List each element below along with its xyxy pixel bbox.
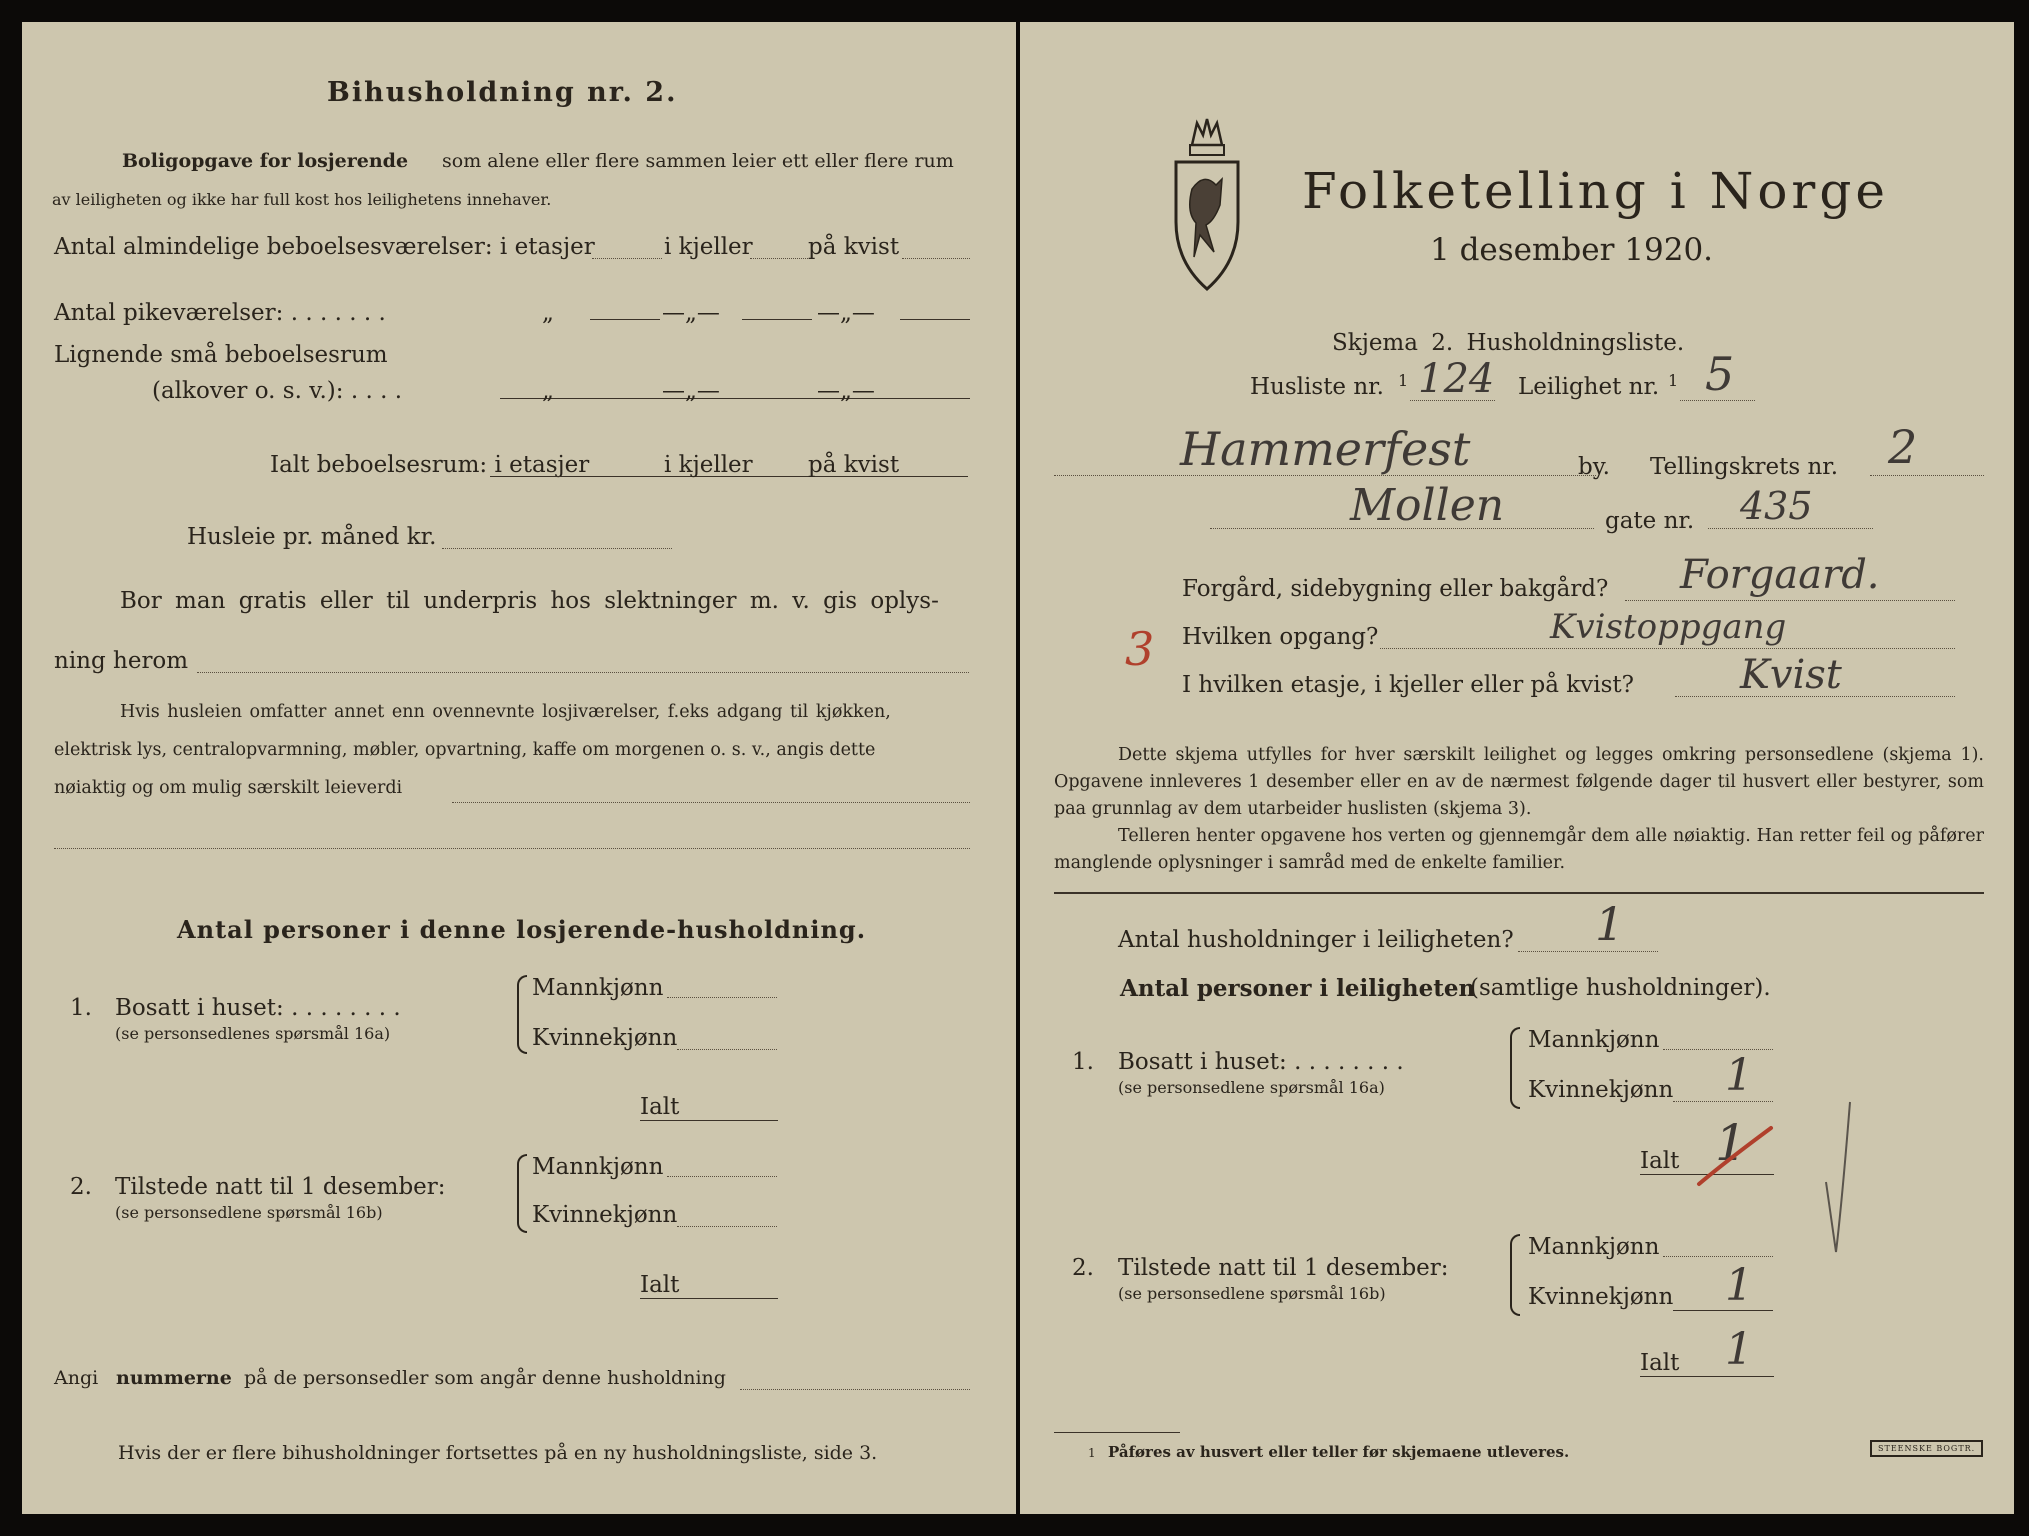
r-q1-sub: (se personsedlene spørsmål 16a) (1118, 1078, 1385, 1097)
pike-ditto-3: —„— (817, 300, 875, 326)
rooms-etasjer-field[interactable] (592, 258, 662, 259)
husliste-value: 124 (1418, 356, 1495, 402)
q1-brace (517, 975, 527, 1054)
coat-of-arms-icon (1170, 117, 1244, 292)
rooms-kvist-field[interactable] (902, 258, 970, 259)
q2-mann: Mannkjønn (532, 1154, 664, 1180)
lignende-ditto-3: —„— (817, 378, 875, 404)
q1-mann: Mannkjønn (532, 975, 664, 1001)
gate-label: gate nr. (1605, 508, 1695, 534)
census-date: 1 desember 1920. (1430, 232, 1714, 268)
angi-field[interactable] (740, 1389, 970, 1390)
r-q2-sub: (se personsedlene spørsmål 16b) (1118, 1284, 1386, 1303)
r-q2-kvinne: Kvinnekjønn (1528, 1284, 1674, 1310)
lignende-underline (500, 398, 970, 399)
antal-heading-bold: Antal personer i leiligheten (1120, 975, 1476, 1002)
pike-ditto-1: „ (542, 300, 554, 326)
gratis-text-1: Bor man gratis eller til underpris hos slektninger m. v. gis oplys- (120, 588, 939, 614)
pike-field-2[interactable] (742, 319, 812, 320)
r-q2-ialt-value: 1 (1725, 1324, 1753, 1375)
r-q2-brace (1510, 1234, 1520, 1316)
instructions-2: Telleren henter opgavene hos verten og gjennemgår dem alle nøiaktig. Han retter feil og påfører manglende oplysninger i samråd med de enkelte familier. (1054, 826, 1984, 873)
r-q1-label: Bosatt i huset: . . . . . . . . (1118, 1049, 1404, 1075)
q2-ialt: Ialt (640, 1272, 680, 1298)
ialt-rooms-kjeller: i kjeller (664, 452, 753, 478)
r-q2-mann-field[interactable] (1663, 1256, 1773, 1257)
r-q1-kvinne-field[interactable] (1673, 1101, 1773, 1102)
q1-ialt: Ialt (640, 1094, 680, 1120)
rooms-kvist: på kvist (808, 234, 900, 260)
husholdninger-field[interactable] (1518, 951, 1658, 952)
krets-label: Tellingskrets nr. (1650, 454, 1839, 480)
leieverdi-field-2[interactable] (54, 848, 970, 849)
gate-nr-field[interactable] (1708, 528, 1873, 529)
forgard-field[interactable] (1625, 600, 1955, 601)
q1-ialt-field[interactable] (640, 1120, 778, 1121)
hvis-text-2: elektrisk lys, centralopvarmning, møbler, opvartning, kaffe om morgenen o. s. v., angis dette (54, 740, 876, 760)
r-q1-kvinne: Kvinnekjønn (1528, 1077, 1674, 1103)
hvis-text-3: nøiaktig og om mulig særskilt leieverdi (54, 778, 403, 798)
intro-bold: Boligopgave for losjerende (122, 150, 409, 172)
husholdninger-label: Antal husholdninger i leiligheten? (1118, 927, 1514, 953)
q2-kvinne: Kvinnekjønn (532, 1202, 678, 1228)
by-label: by. (1578, 454, 1610, 480)
r-q2-mann: Mannkjønn (1528, 1234, 1660, 1260)
r-q2-ialt-field[interactable] (1640, 1376, 1774, 1377)
q1-label: Bosatt i huset: . . . . . . . . (115, 995, 401, 1021)
rooms-kjeller-field[interactable] (750, 258, 814, 259)
r-q1-ialt: Ialt (1640, 1148, 1680, 1174)
leieverdi-field[interactable] (452, 802, 970, 803)
red-tick-icon (1695, 1122, 1775, 1202)
opgang-field[interactable] (1380, 648, 1955, 649)
angi-text-1: Angi (54, 1367, 99, 1389)
by-value: Hammerfest (1180, 422, 1471, 476)
etasje-value: Kvist (1740, 652, 1842, 698)
etasje-label: I hvilken etasje, i kjeller eller på kvist? (1182, 672, 1634, 698)
krets-value: 2 (1888, 420, 1918, 474)
rooms-label: Antal almindelige beboelsesværelser: i etasjer (54, 234, 595, 260)
husleie-field[interactable] (442, 548, 672, 549)
r-q2-ialt: Ialt (1640, 1350, 1680, 1376)
antal-heading-rest: (samtlige husholdninger). (1470, 975, 1771, 1001)
lignende-label-1: Lignende små beboelsesrum (54, 342, 388, 368)
section-divider (1054, 892, 1984, 894)
right-title: Folketelling i Norge (1302, 162, 1889, 220)
r-q1-num: 1. (1072, 1049, 1094, 1075)
footnote-rule (1054, 1432, 1180, 1433)
husleie-label: Husleie pr. måned kr. (187, 524, 437, 550)
angi-bold: nummerne (116, 1367, 232, 1389)
leilighet-sup: 1 (1668, 371, 1679, 390)
r-q2-num: 2. (1072, 1255, 1094, 1281)
r-q1-kvinne-value: 1 (1725, 1050, 1753, 1101)
husliste-sup: 1 (1398, 371, 1409, 390)
gate-nr-value: 435 (1740, 484, 1813, 528)
pike-label: Antal pikeværelser: . . . . . . . (54, 300, 386, 326)
r-q1-mann-field[interactable] (1663, 1049, 1773, 1050)
krets-field[interactable] (1870, 475, 1984, 476)
leilighet-value: 5 (1705, 347, 1735, 401)
q1-num: 1. (70, 995, 92, 1021)
husliste-label: Husliste nr. (1250, 374, 1384, 400)
skjema-label: Skjema 2. Husholdningsliste. (1332, 330, 1685, 356)
left-footer: Hvis der er flere bihusholdninger fortsettes på en ny husholdningsliste, side 3. (118, 1442, 878, 1464)
q2-mann-field[interactable] (667, 1176, 777, 1177)
q1-kvinne: Kvinnekjønn (532, 1025, 678, 1051)
ialt-rooms-label: Ialt beboelsesrum: i etasjer (270, 452, 590, 478)
husholdninger-value: 1 (1595, 897, 1625, 951)
forgard-label: Forgård, sidebygning eller bakgård? (1182, 576, 1609, 602)
gratis-text-2: ning herom (54, 648, 189, 674)
q2-ialt-field[interactable] (640, 1298, 778, 1299)
q2-sub: (se personsedlene spørsmål 16b) (115, 1203, 383, 1222)
opgang-mark: 3 (1125, 622, 1155, 676)
r-q1-ialt-value: 1 (1715, 1114, 1747, 1172)
footnote-num: 1 (1088, 1446, 1096, 1460)
q2-kvinne-field[interactable] (677, 1226, 777, 1227)
hvis-text-1: Hvis husleien omfatter annet enn ovennevnte losjiværelser, f.eks adgang til kjøkken, (120, 702, 891, 722)
angi-text-2: på de personsedler som angår denne husholdning (244, 1367, 726, 1389)
instructions-1: Dette skjema utfylles for hver særskilt leilighet og legges omkring personsedlene (skjema 1). Opgavene innleveres 1 desember eller en av de nærmest følgende dager til husvert eller bestyrer, som paa grunnlag av dem utarbeider huslisten (skjema 3). (1054, 745, 1984, 819)
r-q2-label: Tilstede natt til 1 desember: (1118, 1255, 1449, 1281)
opgang-label: Hvilken opgang? (1182, 624, 1379, 650)
r-q1-mann: Mannkjønn (1528, 1027, 1660, 1053)
lignende-label-2: (alkover o. s. v.): . . . . (152, 378, 403, 404)
q1-sub: (se personsedlenes spørsmål 16a) (115, 1024, 391, 1043)
q1-mann-field[interactable] (667, 997, 777, 998)
printer-stamp: STEENSKE BOGTR. (1870, 1440, 1983, 1457)
footnote-text: Påføres av husvert eller teller før skjemaene utleveres. (1108, 1443, 1570, 1461)
rooms-kjeller: i kjeller (664, 234, 753, 260)
forgard-value: Forgaard. (1680, 552, 1880, 598)
q1-kvinne-field[interactable] (677, 1049, 777, 1050)
pike-field-3[interactable] (900, 319, 970, 320)
leilighet-label: Leilighet nr. (1518, 374, 1660, 400)
pike-ditto-2: —„— (662, 300, 720, 326)
intro-text-2: av leiligheten og ikke har full kost hos leilighetens innehaver. (52, 190, 552, 209)
ialt-rooms-kvist: på kvist (808, 452, 900, 478)
gratis-field[interactable] (197, 672, 969, 673)
lignende-ditto-1: „ (542, 378, 554, 404)
left-page (22, 22, 1016, 1514)
right-page (1020, 22, 2014, 1514)
q2-brace (517, 1154, 527, 1233)
q2-num: 2. (70, 1174, 92, 1200)
gate-value: Mollen (1350, 480, 1505, 531)
q2-label: Tilstede natt til 1 desember: (115, 1174, 446, 1200)
left-title: Bihusholdning nr. 2. (327, 77, 678, 108)
r-q2-kvinne-value: 1 (1725, 1260, 1753, 1311)
pike-field-1[interactable] (590, 319, 660, 320)
check-mark-icon (1820, 1082, 1860, 1282)
lignende-ditto-2: —„— (662, 378, 720, 404)
r-q1-brace (1510, 1027, 1520, 1109)
intro-text-1: som alene eller flere sammen leier ett eller flere rum (442, 150, 954, 172)
opgang-value: Kvistoppgang (1550, 607, 1787, 647)
antal-heading: Antal personer i denne losjerende-husholdning. (177, 915, 867, 944)
r-q2-kvinne-field[interactable] (1673, 1310, 1773, 1311)
